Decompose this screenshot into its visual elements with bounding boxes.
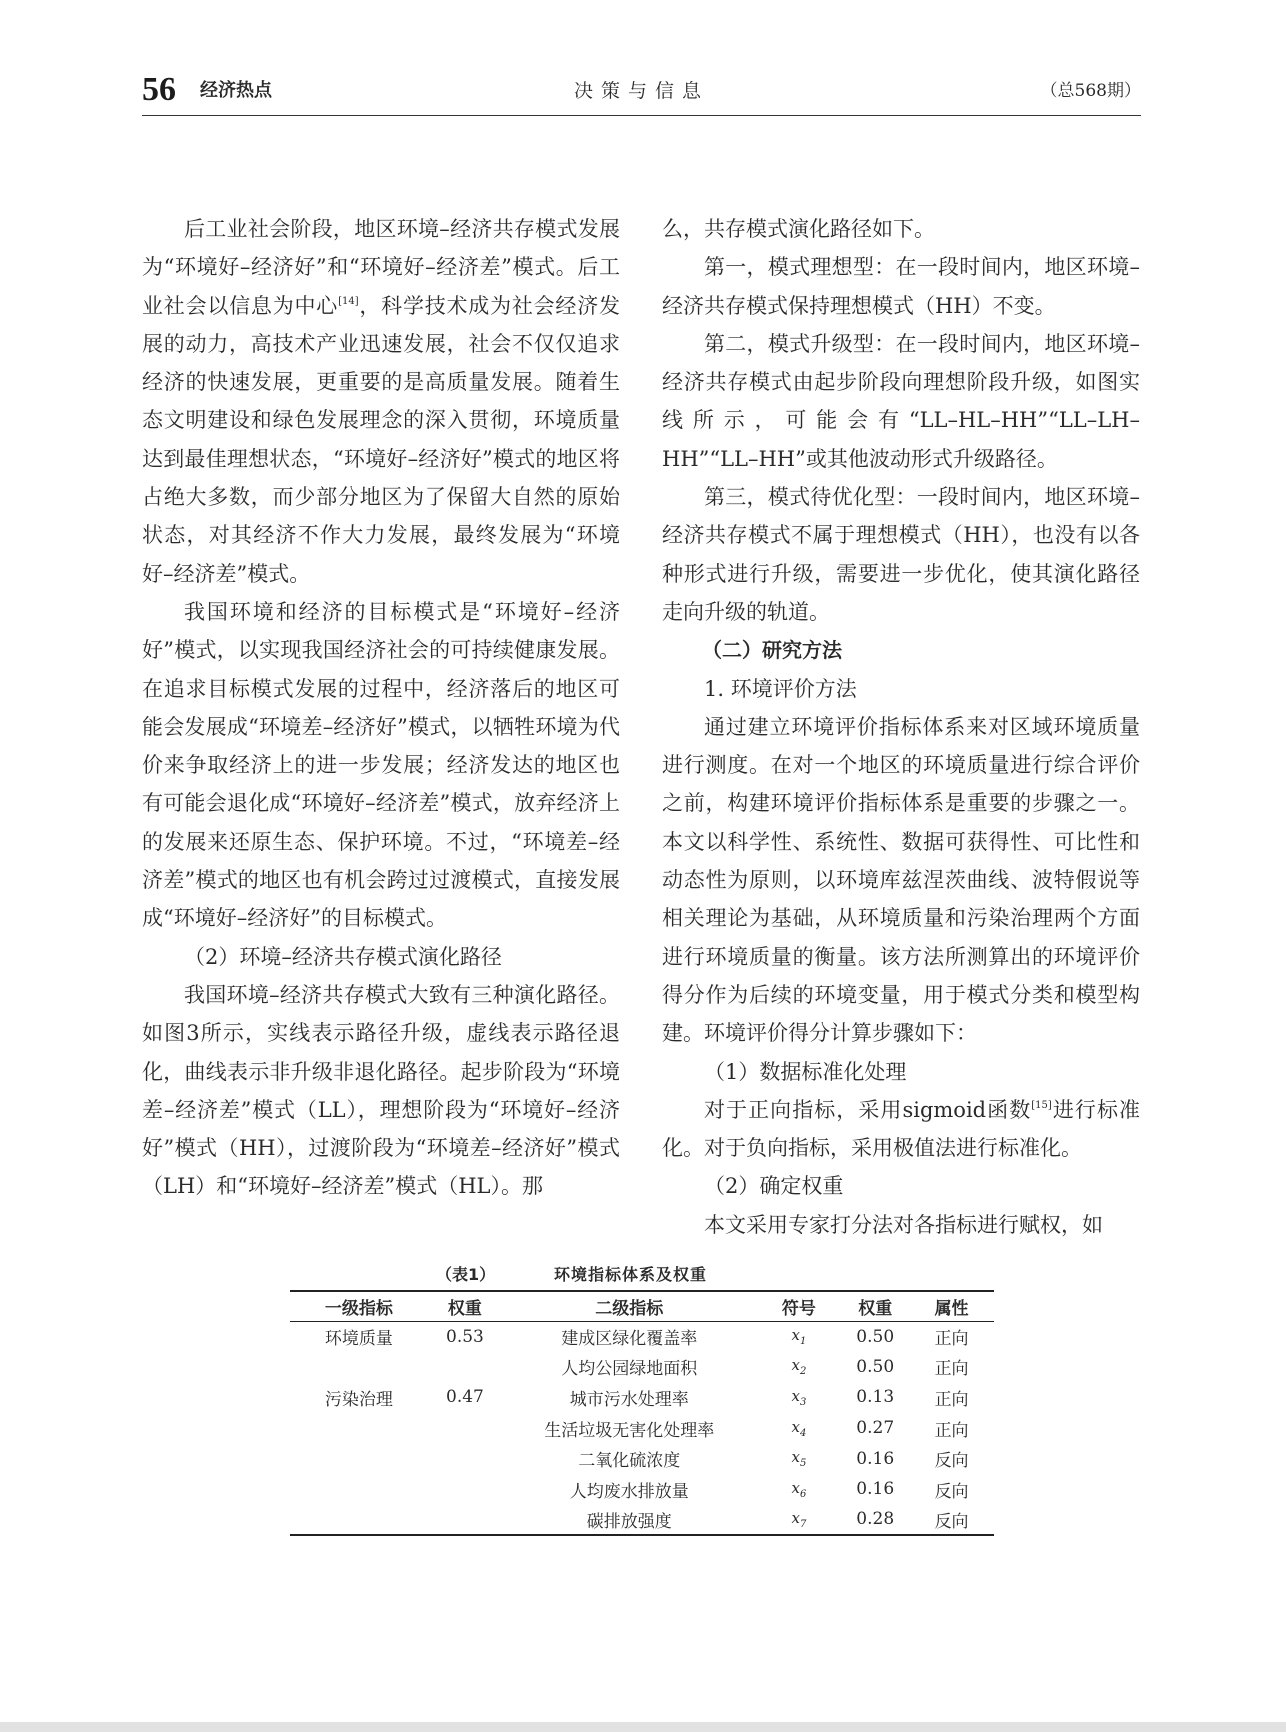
secondary-weight-cell: 0.50	[856, 1326, 895, 1347]
primary-indicator-cell	[290, 1474, 428, 1505]
left-column-paragraph	[142, 938, 620, 976]
left-column-paragraph	[142, 210, 620, 593]
symbol-letter: x	[791, 1417, 800, 1436]
primary-indicator-cell: 环境质量	[324, 1329, 393, 1350]
symbol-cell	[756, 1352, 841, 1383]
secondary-indicator-cell: 生活垃圾无害化处理率	[544, 1420, 715, 1441]
right-column-paragraph	[662, 670, 1140, 708]
header-primary-weight: 权重	[428, 1291, 502, 1321]
primary-indicator-cell	[290, 1352, 428, 1383]
paragraph-text: ，科学技术成为社会经济发展的动力，高技术产业迅速发展，社会不仅仅追求经济的快速发展，更重要的是高质量发展。随着生态文明建设和绿色发展理念的深入贯彻，环境质量达到最佳理想状态，“环境好–经济好”模式的地区将占绝大多数，而少部分地区为了保留大自然的原始状态，对其经济不作大力发展，最终发展为“环境好–经济差”模式。	[142, 293, 621, 586]
issue-number: （总568期）	[1040, 81, 1141, 101]
primary-weight-cell	[428, 1443, 502, 1474]
secondary-indicator-cell: 二氧化硫浓度	[578, 1451, 681, 1472]
paragraph-text: 第一，模式理想型：在一段时间内，地区环境–经济共存模式保持理想模式（HH）不变。	[662, 255, 1140, 318]
header-attribute: 属性	[909, 1291, 994, 1321]
symbol-cell	[756, 1321, 841, 1352]
citation-ref: [14]	[338, 295, 359, 307]
primary-indicator-cell: 污染治理	[324, 1389, 393, 1410]
paragraph-text: （二）研究方法	[702, 638, 842, 663]
secondary-indicator-cell: 人均废水排放量	[569, 1481, 689, 1502]
symbol-subscript: 1	[799, 1336, 807, 1348]
right-column-paragraph	[662, 631, 1140, 669]
primary-weight-cell	[428, 1413, 502, 1444]
right-column-paragraph	[662, 248, 1140, 325]
paragraph-text: 1. 环境评价方法	[704, 676, 857, 701]
secondary-indicator-cell: 人均公园绿地面积	[561, 1359, 698, 1380]
header-primary-indicator: 一级指标	[290, 1291, 428, 1321]
table-caption	[290, 1258, 994, 1290]
symbol-subscript: 6	[799, 1488, 807, 1500]
paragraph-text: 对于正向指标，采用sigmoid函数	[704, 1097, 1032, 1122]
attribute-cell: 正向	[934, 1420, 969, 1441]
paragraph-text: （1）数据标准化处理	[704, 1059, 907, 1084]
paragraph-text: 本文采用专家打分法对各指标进行赋权，如	[704, 1212, 1103, 1237]
table-body	[290, 1321, 994, 1535]
symbol-subscript: 3	[799, 1396, 807, 1408]
paragraph-text: 后工业社会阶段，地区环境–经济共存模式发展为“环境好–经济好”和“环境好–经济差”模式。后工业社会以信息为中心	[142, 217, 620, 318]
right-column-paragraph	[662, 1206, 1140, 1244]
secondary-weight-cell: 0.16	[856, 1479, 895, 1500]
secondary-weight-cell: 0.28	[856, 1509, 895, 1530]
right-column-paragraph	[662, 1053, 1140, 1091]
paragraph-text: （2）环境–经济共存模式演化路径	[184, 944, 502, 969]
attribute-cell: 反向	[934, 1451, 969, 1472]
primary-weight-cell	[428, 1474, 502, 1505]
table-row	[290, 1413, 994, 1444]
secondary-indicator-cell: 城市污水处理率	[569, 1389, 689, 1410]
primary-indicator-cell	[290, 1443, 428, 1474]
left-column-paragraph	[142, 976, 620, 1206]
paragraph-text: 我国环境–经济共存模式大致有三种演化路径。如图3所示，实线表示路径升级，虚线表示路径退化，曲线表示非升级非退化路径。起步阶段为“环境差–经济差”模式（LL），理想阶段为“环境好–经济好”模式（HH），过渡阶段为“环境差–经济好”模式（LH）和“环境好–经济差”模式（HL）。那	[142, 982, 620, 1199]
right-column-paragraph	[662, 1167, 1140, 1205]
table-number: （表1）	[436, 1265, 496, 1284]
paragraph-text: 我国环境和经济的目标模式是“环境好–经济好”模式，以实现我国经济社会的可持续健康发展。在追求目标模式发展的过程中，经济落后的地区可能会发展成“环境差–经济好”模式，以牺牲环境为代价来争取经济上的进一步发展；经济发达的地区也有可能会退化成“环境好–经济差”模式，放弃经济上的发展来还原生态、保护环境。不过，“环境差–经济差”模式的地区也有机会跨过过渡模式，直接发展成“环境好–经济好”的目标模式。	[142, 599, 620, 931]
symbol-subscript: 7	[799, 1518, 807, 1530]
page-header	[142, 70, 1141, 116]
table-row	[290, 1382, 994, 1413]
symbol-subscript: 5	[799, 1458, 807, 1470]
indicator-table	[290, 1290, 994, 1536]
table-header-row	[290, 1291, 994, 1321]
primary-weight-cell: 0.53	[446, 1326, 484, 1347]
symbol-letter: x	[791, 1508, 800, 1527]
right-column-paragraph	[662, 478, 1140, 631]
journal-name: 决策与信息	[573, 80, 709, 102]
primary-weight-cell	[428, 1505, 502, 1536]
header-secondary-indicator: 二级指标	[502, 1291, 756, 1321]
left-column	[142, 210, 620, 1206]
symbol-letter: x	[791, 1478, 800, 1497]
page-number: 56	[142, 71, 176, 108]
symbol-letter: x	[791, 1448, 800, 1467]
attribute-cell: 正向	[934, 1329, 969, 1350]
symbol-letter: x	[791, 1356, 800, 1375]
left-column-paragraph	[142, 593, 620, 938]
header-symbol: 符号	[756, 1291, 841, 1321]
table-title: 环境指标体系及权重	[554, 1265, 708, 1284]
attribute-cell: 反向	[934, 1481, 969, 1502]
symbol-cell	[756, 1413, 841, 1444]
symbol-letter: x	[791, 1326, 800, 1345]
bottom-scroll-bar	[0, 1722, 1286, 1732]
secondary-indicator-cell: 碳排放强度	[586, 1511, 672, 1532]
right-column-paragraph	[662, 708, 1140, 1053]
paragraph-text: 么，共存模式演化路径如下。	[662, 217, 935, 241]
table-row	[290, 1505, 994, 1536]
attribute-cell: 正向	[934, 1389, 969, 1410]
table-1	[290, 1258, 994, 1536]
primary-weight-cell	[428, 1352, 502, 1383]
paragraph-text: 第二，模式升级型：在一段时间内，地区环境–经济共存模式由起步阶段向理想阶段升级，如图实线所示，可能会有“LL–HL–HH”“LL–LH–HH”“LL–HH”或其他波动形式升级路径。	[662, 331, 1140, 471]
primary-indicator-cell	[290, 1505, 428, 1536]
table-row	[290, 1474, 994, 1505]
section-name: 经济热点	[200, 80, 272, 101]
paragraph-text: 第三，模式待优化型：一段时间内，地区环境–经济共存模式不属于理想模式（HH），也没有以各种形式进行升级，需要进一步优化，使其演化路径走向升级的轨道。	[662, 485, 1140, 624]
secondary-weight-cell: 0.50	[856, 1356, 895, 1377]
citation-ref: [15]	[1031, 1099, 1052, 1111]
paragraph-text: 通过建立环境评价指标体系来对区域环境质量进行测度。在对一个地区的环境质量进行综合评价之前，构建环境评价指标体系是重要的步骤之一。本文以科学性、系统性、数据可获得性、可比性和动态性为原则，以环境库兹涅茨曲线、波特假说等相关理论为基础，从环境质量和污染治理两个方面进行环境质量的衡量。该方法所测算出的环境评价得分作为后续的环境变量，用于模式分类和模型构建。环境评价得分计算步骤如下：	[662, 714, 1140, 1046]
symbol-subscript: 2	[799, 1366, 807, 1378]
symbol-cell	[756, 1382, 841, 1413]
secondary-indicator-cell: 建成区绿化覆盖率	[561, 1329, 698, 1350]
symbol-letter: x	[791, 1386, 800, 1405]
primary-indicator-cell	[290, 1413, 428, 1444]
secondary-weight-cell: 0.16	[856, 1448, 895, 1469]
paragraph-text: 进行标准化。对于负向指标，采用极值法进行标准化。	[662, 1097, 1140, 1161]
table-row	[290, 1352, 994, 1383]
right-column-paragraph	[662, 1091, 1140, 1168]
secondary-weight-cell: 0.27	[856, 1418, 895, 1439]
symbol-cell	[756, 1443, 841, 1474]
secondary-weight-cell: 0.13	[856, 1387, 895, 1408]
primary-weight-cell: 0.47	[446, 1387, 484, 1408]
table-row	[290, 1321, 994, 1352]
symbol-subscript: 4	[799, 1427, 807, 1439]
symbol-cell	[756, 1474, 841, 1505]
right-column	[662, 210, 1140, 1244]
attribute-cell: 正向	[934, 1359, 969, 1380]
right-column-paragraph	[662, 325, 1140, 478]
header-secondary-weight: 权重	[841, 1291, 909, 1321]
symbol-cell	[756, 1505, 841, 1536]
table-row	[290, 1443, 994, 1474]
paragraph-text: （2）确定权重	[704, 1174, 844, 1199]
right-column-paragraph	[662, 210, 1140, 248]
attribute-cell: 反向	[934, 1511, 969, 1532]
